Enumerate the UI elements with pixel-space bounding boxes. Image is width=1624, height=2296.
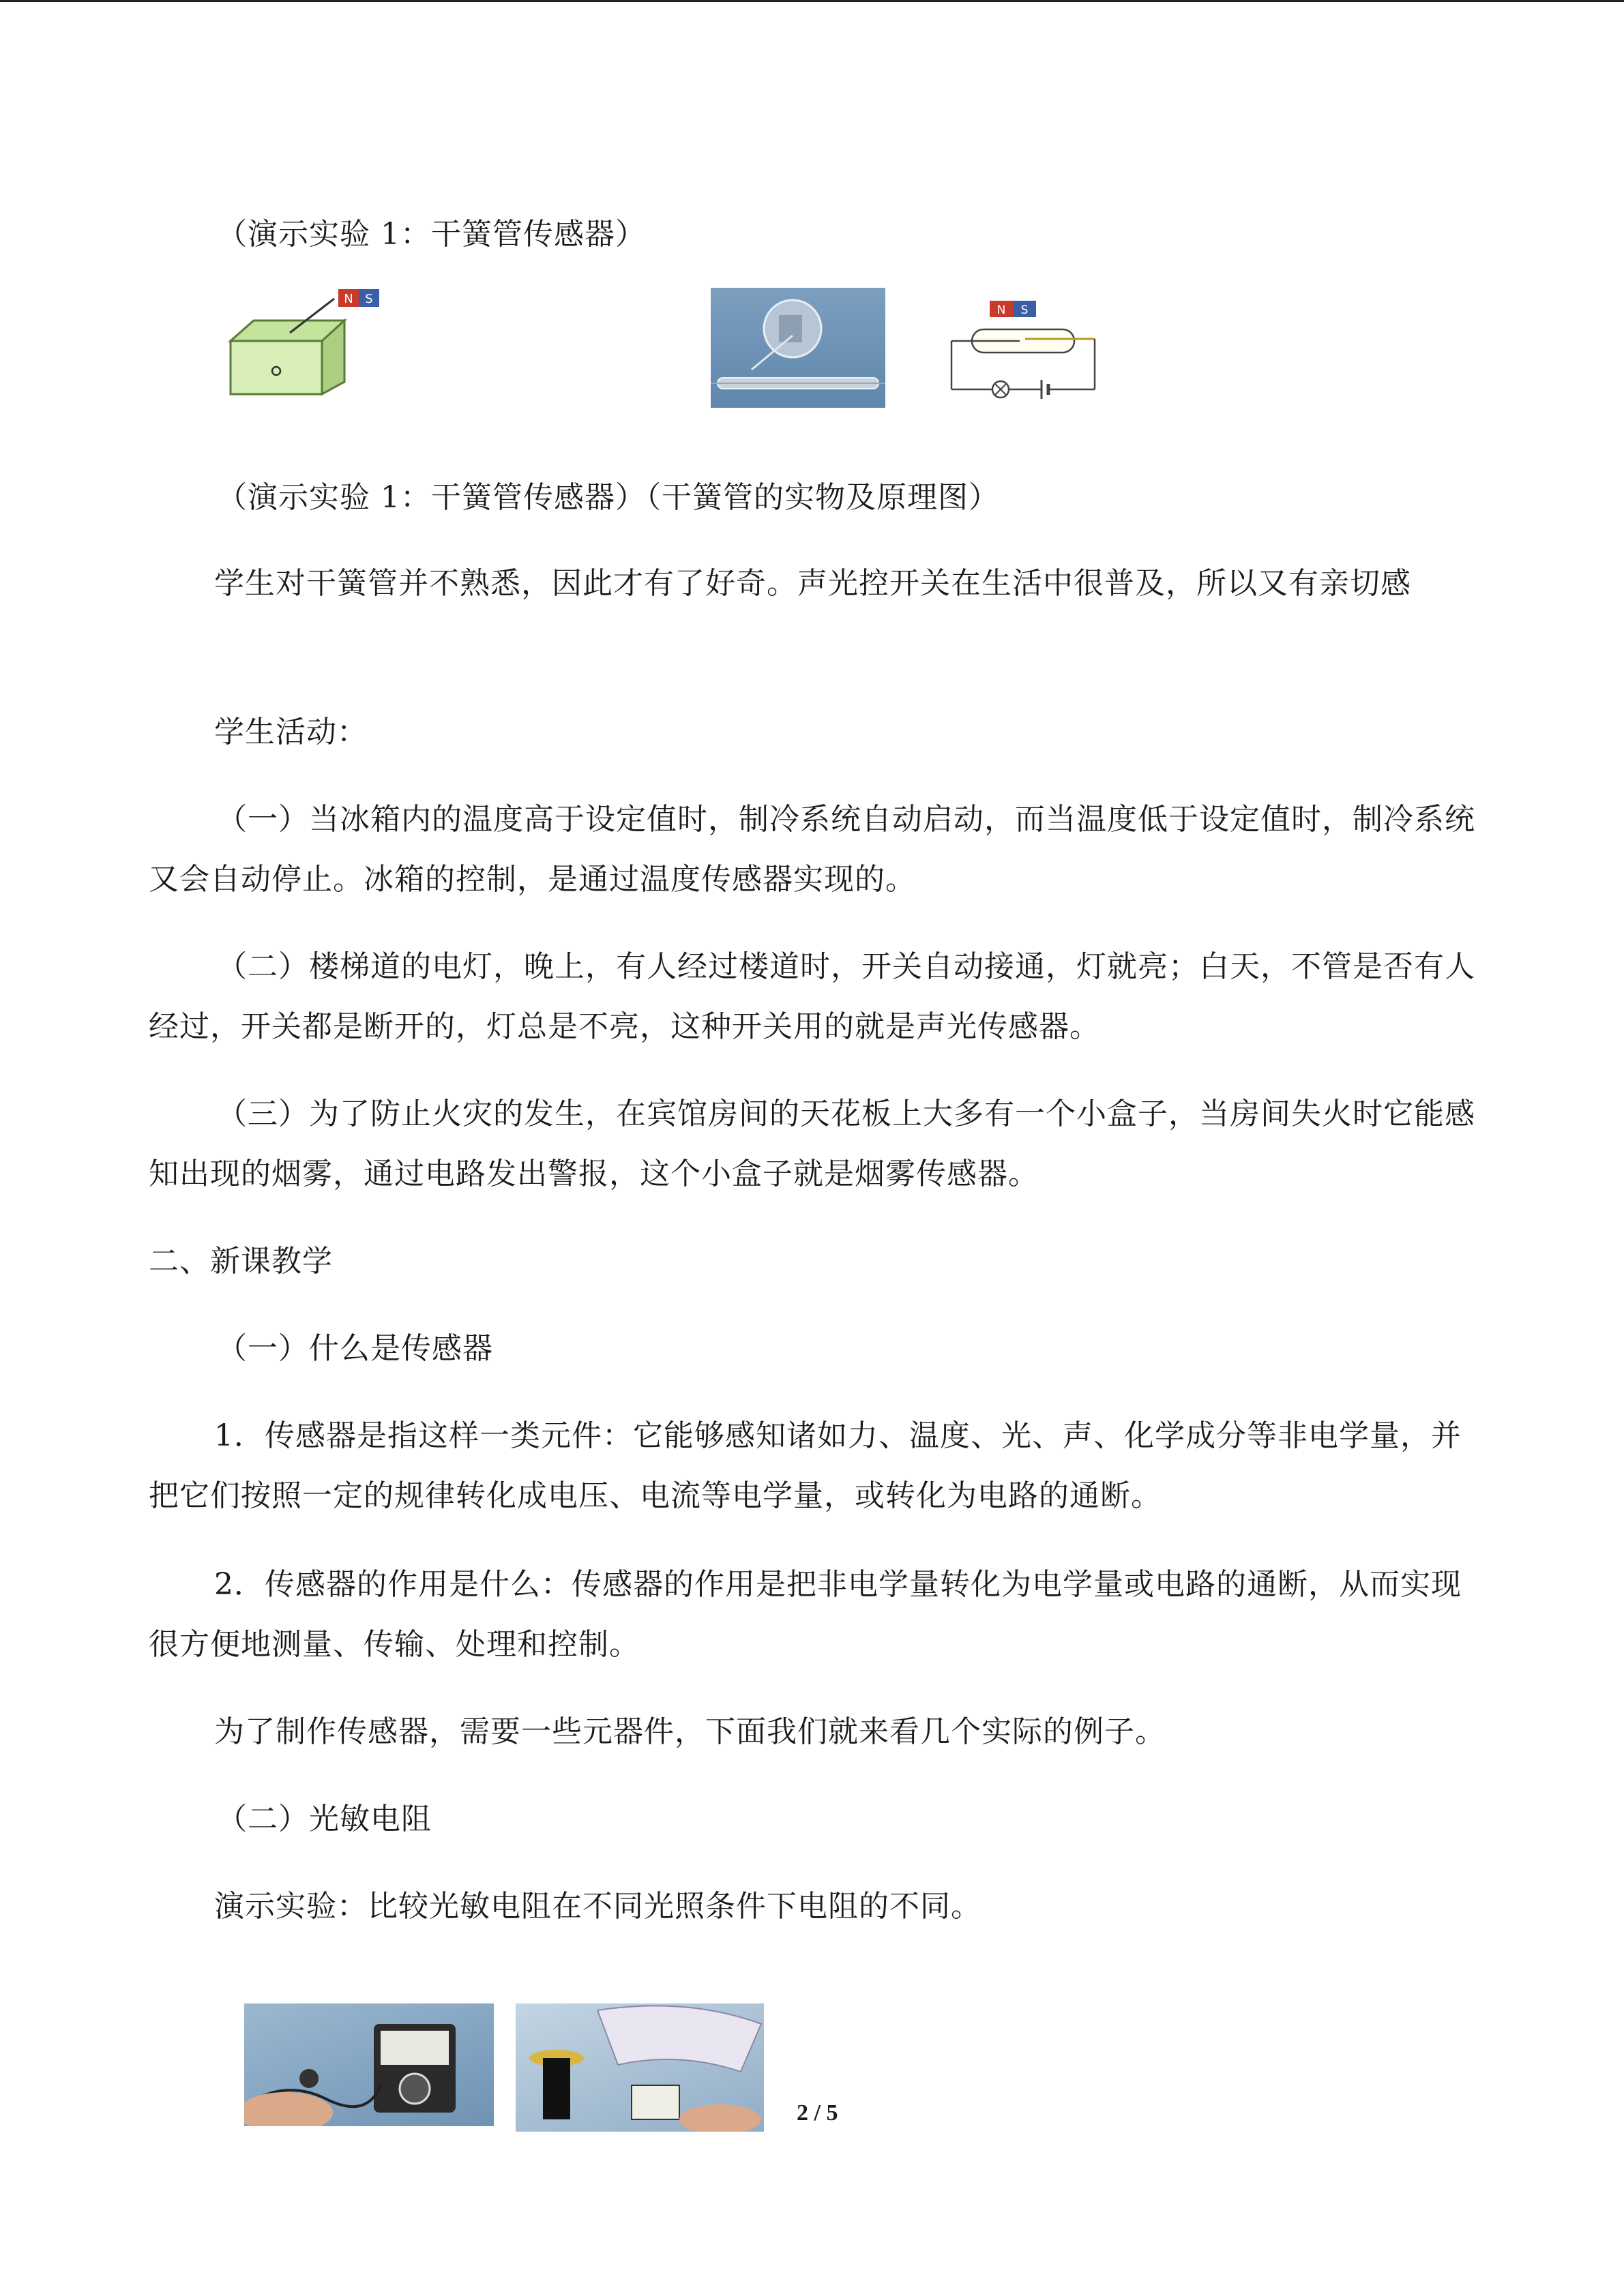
- student-activity-heading: 学生活动：: [214, 715, 368, 749]
- definition-1: 1．传感器是指这样一类元件：它能够感知诸如力、温度、光、声、化学成分等非电学量，并把它们按照一定的规律转化成电压、电流等电学量，或转化为电路的通断。: [149, 1418, 1462, 1513]
- page-top-border: [0, 0, 1624, 2]
- multimeter-photo-2: [516, 2003, 764, 2132]
- reed-switch-box-figure: [225, 286, 409, 402]
- demo-experiment-text: 演示实验：比较光敏电阻在不同光照条件下电阻的不同。: [214, 1889, 981, 1924]
- page-number: 2 / 5: [797, 2100, 838, 2126]
- activity-item-1: （一）当冰箱内的温度高于设定值时，制冷系统自动启动，而当温度低于设定值时，制冷系统又会自动停止。冰箱的控制，是通过温度传感器实现的。: [149, 802, 1475, 897]
- schematic-magnet-n: N: [996, 303, 1006, 317]
- magnet-n-label: N: [344, 292, 353, 306]
- section-heading-new-lesson: 二、新课教学: [149, 1244, 333, 1279]
- activity-item-2: （二）楼梯道的电灯，晚上，有人经过楼道时，开关自动接通，灯就亮；白天，不管是否有人经过，开关都是断开的，灯总是不亮，这种开关用的就是声光传感器。: [149, 949, 1475, 1044]
- definition-2: 2．传感器的作用是什么：传感器的作用是把非电学量转化为电学量或电路的通断，从而实现很方便地测量、传输、处理和控制。: [149, 1567, 1462, 1662]
- subheading-what-is-sensor: （一）什么是传感器: [217, 1331, 493, 1366]
- reed-switch-schematic: [945, 297, 1102, 406]
- caption-reed-switch: （演示实验 1：干簧管传感器）（干簧管的实物及原理图）: [217, 480, 999, 515]
- transition-text: 为了制作传感器，需要一些元器件，下面我们就来看几个实际的例子。: [214, 1714, 1166, 1749]
- subheading-photoresistor: （二）光敏电阻: [217, 1802, 432, 1836]
- activity-item-3: （三）为了防止火灾的发生，在宾馆房间的天花板上大多有一个小盒子，当房间失火时它能感知出现的烟雾，通过电路发出警报，这个小盒子就是烟雾传感器。: [149, 1097, 1475, 1191]
- magnet-s-label: S: [365, 292, 373, 306]
- reed-switch-photo: [711, 288, 885, 408]
- paragraph-intro: 学生对干簧管并不熟悉，因此才有了好奇。声光控开关在生活中很普及，所以又有亲切感: [214, 566, 1411, 601]
- multimeter-photo-1: [244, 2003, 494, 2126]
- schematic-magnet-s: S: [1020, 303, 1029, 317]
- caption-demo-1: （演示实验 1：干簧管传感器）: [217, 217, 646, 252]
